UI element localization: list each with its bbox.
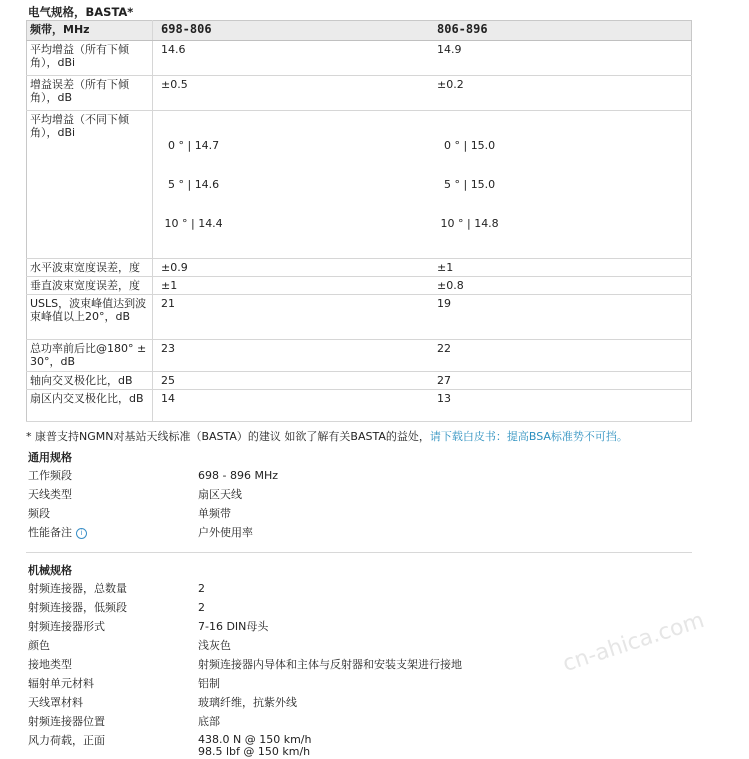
tilt-line: 5 ° | 15.0 <box>437 178 496 191</box>
spec-key: 天线类型 <box>28 488 72 501</box>
spec-row <box>26 598 693 617</box>
mechanical-title: 机械规格 <box>28 564 72 577</box>
mechanical-specs <box>26 563 693 759</box>
spec-key-with-info <box>26 523 198 542</box>
spec-value: 扇区天线 <box>198 488 242 501</box>
row-value-low: 25 <box>153 372 430 390</box>
whitepaper-link[interactable]: 请下载白皮书：提高BSA标准势不可挡。 <box>429 430 628 443</box>
spec-key: 频段 <box>28 507 50 520</box>
general-title: 通用规格 <box>28 451 72 464</box>
basta-footnote <box>26 428 693 444</box>
spec-row <box>26 485 693 504</box>
spec-key: 辐射单元材料 <box>28 677 94 690</box>
spec-value: 户外使用率 <box>198 526 253 539</box>
spec-value: 438.0 N @ 150 km/h <box>198 733 312 746</box>
spec-row <box>26 636 693 655</box>
spec-key: 颜色 <box>28 639 50 652</box>
row-label: 水平波束宽度误差，度 <box>27 259 153 277</box>
row-value-low: ±0.9 <box>153 259 430 277</box>
header-band: 频带，MHz <box>27 21 153 41</box>
spec-key: 风力荷载，正面 <box>28 734 105 747</box>
row-value-low-tilts <box>153 111 430 259</box>
row-label: 总功率前后比@180° ± 30°，dB <box>27 340 153 372</box>
spec-value: 698 - 896 MHz <box>198 469 278 482</box>
row-label: 平均增益（不同下倾角），dBi <box>27 111 153 259</box>
tilt-line: 0 ° | 15.0 <box>437 139 496 152</box>
spec-value: 铝制 <box>198 677 220 690</box>
row-value-low: 23 <box>153 340 430 372</box>
electrical-spec-table <box>26 20 692 422</box>
row-label: 平均增益（所有下倾角），dBi <box>27 41 153 76</box>
row-value-high: ±0.2 <box>429 76 692 111</box>
row-label: 垂直波束宽度误差，度 <box>27 277 153 295</box>
section-divider <box>26 552 692 553</box>
spec-row <box>26 523 693 542</box>
table-row <box>27 295 692 340</box>
table-row <box>27 372 692 390</box>
row-value-low: ±0.5 <box>153 76 430 111</box>
general-specs <box>26 450 693 542</box>
row-value-high: 14.9 <box>429 41 692 76</box>
info-icon[interactable]: i <box>76 528 87 539</box>
spec-key: 性能备注 <box>28 526 72 539</box>
table-row <box>27 259 692 277</box>
tilt-line: 5 ° | 14.6 <box>161 178 220 191</box>
spec-row <box>26 504 693 523</box>
spec-value: 浅灰色 <box>198 639 231 652</box>
spec-key: 天线罩材料 <box>28 696 83 709</box>
row-value-high-tilts <box>429 111 692 259</box>
row-value-low: ±1 <box>153 277 430 295</box>
spec-value: 7-16 DIN母头 <box>198 620 269 633</box>
spec-value: 2 <box>198 601 205 614</box>
spec-row <box>26 466 693 485</box>
table-row <box>27 340 692 372</box>
spec-row <box>26 731 693 759</box>
row-label: USLS，波束峰值达到波束峰值以上20°，dB <box>27 295 153 340</box>
row-value-low: 14.6 <box>153 41 430 76</box>
spec-key: 接地类型 <box>28 658 72 671</box>
watermark: cn-ahica.com <box>559 607 708 678</box>
spec-sheet <box>26 4 693 759</box>
row-value-high: 13 <box>429 390 692 422</box>
row-value-high: 27 <box>429 372 692 390</box>
row-value-high: ±1 <box>429 259 692 277</box>
spec-row <box>26 693 693 712</box>
table-row <box>27 76 692 111</box>
spec-row <box>26 579 693 598</box>
spec-key: 射频连接器，低频段 <box>28 601 127 614</box>
header-band-low: 698-806 <box>153 21 430 41</box>
table-row <box>27 41 692 76</box>
row-value-high: 19 <box>429 295 692 340</box>
spec-value: 底部 <box>198 715 220 728</box>
footnote-text: * 康普支持NGMN对基站天线标准（BASTA）的建议 如欲了解有关BASTA的益处， <box>26 430 430 443</box>
spec-row <box>26 655 693 674</box>
row-label: 增益误差（所有下倾角），dB <box>27 76 153 111</box>
spec-value: 98.5 lbf @ 150 km/h <box>198 745 311 758</box>
table-row <box>27 111 692 259</box>
table-row <box>27 390 692 422</box>
spec-value: 单频带 <box>198 507 231 520</box>
row-value-low: 14 <box>153 390 430 422</box>
spec-key: 工作频段 <box>28 469 72 482</box>
row-value-high: 22 <box>429 340 692 372</box>
electrical-title: 电气规格，BASTA* <box>28 5 134 19</box>
spec-value: 射频连接器内导体和主体与反射器和安装支架进行接地 <box>198 658 462 671</box>
tilt-line: 10 ° | 14.4 <box>161 217 223 230</box>
row-value-high: ±0.8 <box>429 277 692 295</box>
tilt-line: 10 ° | 14.8 <box>437 217 499 230</box>
spec-row <box>26 617 693 636</box>
tilt-line: 0 ° | 14.7 <box>161 139 220 152</box>
row-label: 扇区内交叉极化比，dB <box>27 390 153 422</box>
table-row <box>27 277 692 295</box>
row-value-low: 21 <box>153 295 430 340</box>
table-header-row <box>27 21 692 41</box>
spec-key: 射频连接器位置 <box>28 715 105 728</box>
row-label: 轴向交叉极化比，dB <box>27 372 153 390</box>
spec-value-multi <box>198 731 693 759</box>
spec-key: 射频连接器，总数量 <box>28 582 127 595</box>
spec-key: 射频连接器形式 <box>28 620 105 633</box>
header-band-high: 806-896 <box>429 21 692 41</box>
spec-value: 玻璃纤维，抗紫外线 <box>198 696 297 709</box>
spec-row <box>26 712 693 731</box>
spec-value: 2 <box>198 582 205 595</box>
